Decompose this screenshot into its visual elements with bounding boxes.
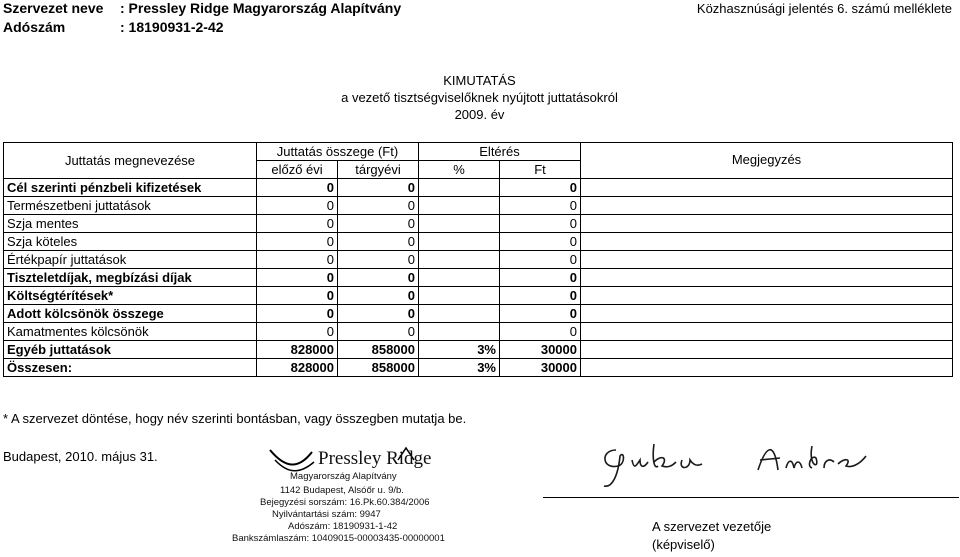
table-row <box>4 287 953 305</box>
cell-previous: 0 <box>257 197 338 215</box>
row-label: Értékpapír juttatások <box>4 251 257 269</box>
cell-current: 0 <box>338 269 419 287</box>
stamp-line: Adószám: 18190931-1-42 <box>288 521 398 532</box>
cell-current: 0 <box>338 251 419 269</box>
cell-percent: 3% <box>419 359 500 377</box>
col-header-ft: Ft <box>500 161 581 179</box>
cell-difference-ft: 0 <box>500 323 581 341</box>
place-date: Budapest, 2010. május 31. <box>3 449 158 464</box>
stamp-line: Bankszámlaszám: 10409015-00003435-00000001 <box>232 533 445 544</box>
org-name-value: : Pressley Ridge Magyarország Alapítvány <box>120 0 402 16</box>
row-label: Cél szerinti pénzbeli kifizetések <box>4 179 257 197</box>
cell-difference-ft: 0 <box>500 251 581 269</box>
cell-previous: 0 <box>257 179 338 197</box>
cell-previous: 0 <box>257 323 338 341</box>
col-header-previous: előző évi <box>257 161 338 179</box>
cell-note <box>581 179 953 197</box>
row-label: Költségtérítések* <box>4 287 257 305</box>
cell-difference-ft: 0 <box>500 287 581 305</box>
cell-percent <box>419 323 500 341</box>
cell-difference-ft: 0 <box>500 269 581 287</box>
row-label: Adott kölcsönök összege <box>4 305 257 323</box>
cell-current: 0 <box>338 323 419 341</box>
cell-previous: 0 <box>257 233 338 251</box>
table-row <box>4 251 953 269</box>
row-label: Szja köteles <box>4 233 257 251</box>
handwritten-signature <box>598 436 868 496</box>
org-name-label: Szervezet neve <box>3 0 104 16</box>
stamp-name: Pressley Ridge <box>318 448 432 469</box>
table-row <box>4 359 953 377</box>
appendix-note: Közhasznúsági jelentés 6. számú melléklete <box>696 1 952 16</box>
cell-current: 0 <box>338 179 419 197</box>
table-row <box>4 323 953 341</box>
cell-current: 0 <box>338 197 419 215</box>
row-label: Természetbeni juttatások <box>4 197 257 215</box>
cell-difference-ft: 30000 <box>500 359 581 377</box>
stamp-line: Nyilvántartási szám: 9947 <box>272 509 381 520</box>
cell-previous: 0 <box>257 287 338 305</box>
doc-year: 2009. év <box>454 107 505 122</box>
cell-previous: 828000 <box>257 341 338 359</box>
cell-percent <box>419 305 500 323</box>
col-header-difference: Eltérés <box>419 143 581 161</box>
cell-previous: 0 <box>257 269 338 287</box>
cell-percent <box>419 287 500 305</box>
cell-current: 858000 <box>338 359 419 377</box>
stamp-logo-icon <box>230 440 502 552</box>
cell-note <box>581 251 953 269</box>
table-row <box>4 305 953 323</box>
col-header-name: Juttatás megnevezése <box>4 143 257 179</box>
signature-line <box>543 497 959 498</box>
row-label: Kamatmentes kölcsönök <box>4 323 257 341</box>
cell-previous: 0 <box>257 215 338 233</box>
cell-percent <box>419 179 500 197</box>
cell-difference-ft: 0 <box>500 233 581 251</box>
row-label: Tiszteletdíjak, megbízási díjak <box>4 269 257 287</box>
table-row <box>4 233 953 251</box>
footnote: * A szervezet döntése, hogy név szerinti bontásban, vagy összegben mutatja be. <box>3 411 467 426</box>
cell-percent <box>419 215 500 233</box>
table-row <box>4 197 953 215</box>
table-row <box>4 341 953 359</box>
table-row <box>4 215 953 233</box>
table-row <box>4 179 953 197</box>
col-header-amount: Juttatás összege (Ft) <box>257 143 419 161</box>
cell-difference-ft: 0 <box>500 215 581 233</box>
cell-percent: 3% <box>419 341 500 359</box>
cell-current: 0 <box>338 305 419 323</box>
stamp-line: Magyarország Alapítvány <box>290 471 397 482</box>
cell-previous: 0 <box>257 251 338 269</box>
cell-note <box>581 323 953 341</box>
cell-difference-ft: 30000 <box>500 341 581 359</box>
cell-previous: 0 <box>257 305 338 323</box>
col-header-percent: % <box>419 161 500 179</box>
cell-percent <box>419 269 500 287</box>
cell-current: 0 <box>338 287 419 305</box>
cell-note <box>581 305 953 323</box>
signer-title: A szervezet vezetője <box>652 519 772 534</box>
benefits-table <box>3 142 953 377</box>
row-label: Egyéb juttatások <box>4 341 257 359</box>
cell-difference-ft: 0 <box>500 197 581 215</box>
col-header-current: tárgyévi <box>338 161 419 179</box>
cell-note <box>581 233 953 251</box>
cell-difference-ft: 0 <box>500 305 581 323</box>
stamp-line: 1142 Budapest, Alsóőr u. 9/b. <box>280 485 404 496</box>
cell-note <box>581 287 953 305</box>
cell-percent <box>419 197 500 215</box>
tax-number-label: Adószám <box>3 19 66 35</box>
doc-subtitle: a vezető tisztségviselőknek nyújtott juttatásokról <box>341 90 618 105</box>
cell-current: 0 <box>338 215 419 233</box>
col-header-note: Megjegyzés <box>581 143 953 179</box>
cell-current: 858000 <box>338 341 419 359</box>
cell-note <box>581 197 953 215</box>
cell-note <box>581 215 953 233</box>
cell-percent <box>419 251 500 269</box>
cell-note <box>581 269 953 287</box>
row-label: Összesen: <box>4 359 257 377</box>
organization-stamp <box>230 440 502 552</box>
tax-number-value: : 18190931-2-42 <box>120 19 224 35</box>
signer-role: (képviselő) <box>652 537 715 552</box>
cell-previous: 828000 <box>257 359 338 377</box>
cell-note <box>581 341 953 359</box>
cell-note <box>581 359 953 377</box>
table-row <box>4 269 953 287</box>
cell-current: 0 <box>338 233 419 251</box>
row-label: Szja mentes <box>4 215 257 233</box>
cell-percent <box>419 233 500 251</box>
doc-title: KIMUTATÁS <box>443 73 516 88</box>
stamp-line: Bejegyzési sorszám: 16.Pk.60.384/2006 <box>260 497 430 508</box>
cell-difference-ft: 0 <box>500 179 581 197</box>
